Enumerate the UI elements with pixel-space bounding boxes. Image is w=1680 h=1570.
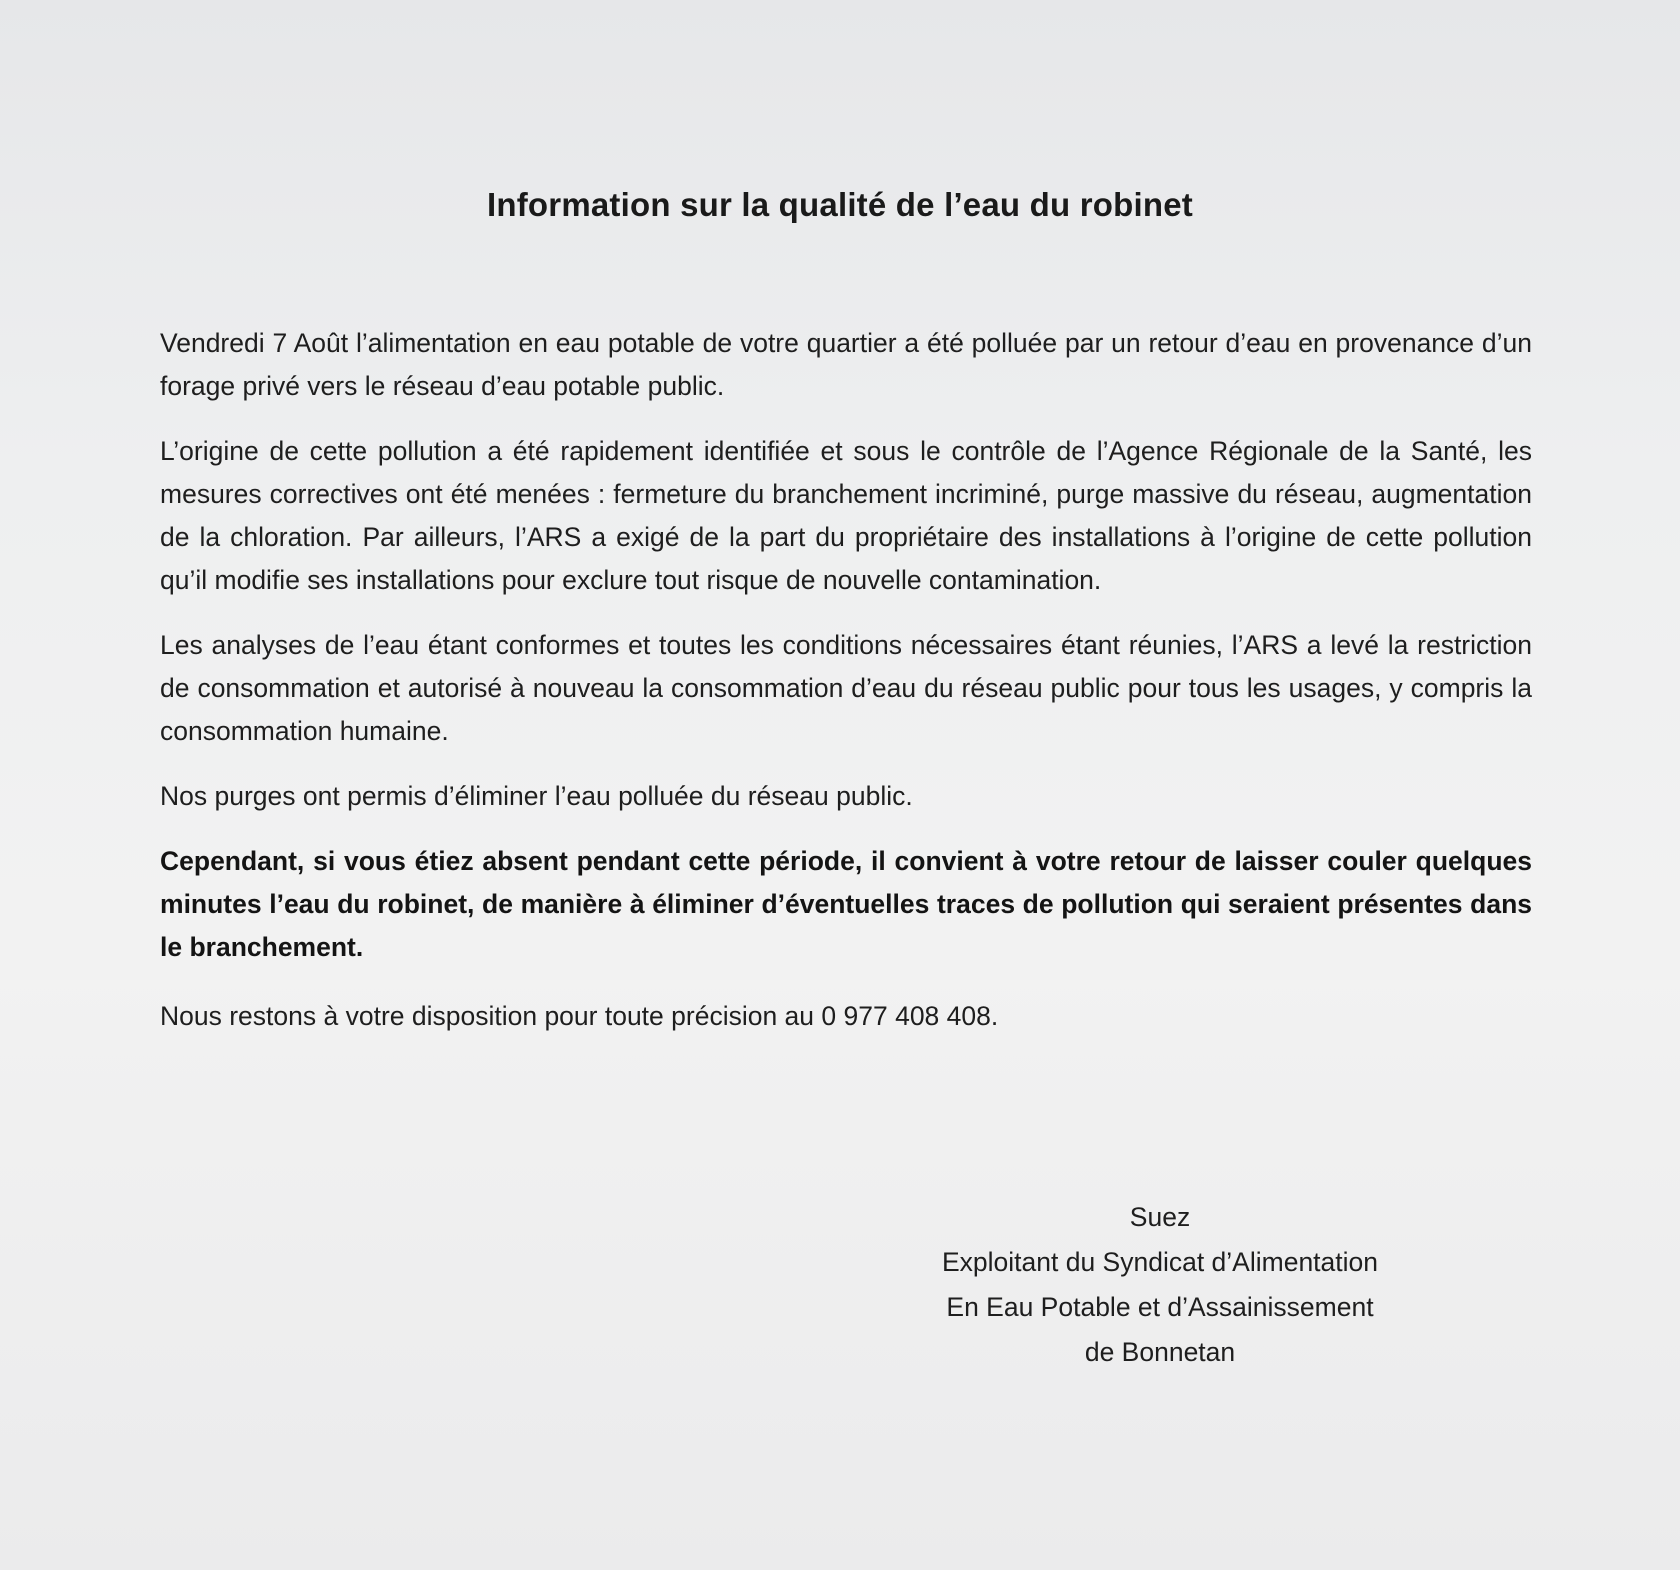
signature-block xyxy=(880,1195,1440,1375)
signature-line-2: En Eau Potable et d’Assainissement xyxy=(946,1292,1374,1322)
signature-line-3: de Bonnetan xyxy=(1084,1337,1236,1367)
document-body xyxy=(160,322,1532,1060)
signature-line-1: Exploitant du Syndicat d’Alimentation xyxy=(941,1247,1379,1277)
paragraph-warning: Cependant, si vous étiez absent pendant cette période, il convient à votre retour de laisser couler quelques minutes l’eau du robinet, de manière à éliminer d’éventuelles traces de pollution qui seraient présentes dans le branchement. xyxy=(160,846,1532,962)
paragraph-incident: Vendredi 7 Août l’alimentation en eau potable de votre quartier a été polluée par un retour d’eau en provenance d’un forage privé vers le réseau d’eau potable public. xyxy=(160,328,1532,401)
paragraph-corrective-measures: L’origine de cette pollution a été rapidement identifiée et sous le contrôle de l’Agence Régionale de la Santé, les mesures correctives ont été menées : fermeture du branchement incriminé, purge massive du réseau, augmentation de la chloration. Par ailleurs, l’ARS a exigé de la part du propriétaire des installations à l’origine de cette pollution qu’il modifie ses installations pour exclure tout risque de nouvelle contamination. xyxy=(160,436,1532,595)
paragraph-purges: Nos purges ont permis d’éliminer l’eau polluée du réseau public. xyxy=(160,781,913,811)
paragraph-restriction-lifted: Les analyses de l’eau étant conformes et toutes les conditions nécessaires étant réunies, l’ARS a levé la restriction de consommation et autorisé à nouveau la consommation d’eau du réseau public pour tous les usages, y compris la consommation humaine. xyxy=(160,630,1532,746)
signature-company: Suez xyxy=(1129,1202,1191,1232)
document-title: Information sur la qualité de l’eau du robinet xyxy=(487,186,1193,223)
paragraph-contact: Nous restons à votre disposition pour toute précision au 0 977 408 408. xyxy=(160,1001,999,1031)
